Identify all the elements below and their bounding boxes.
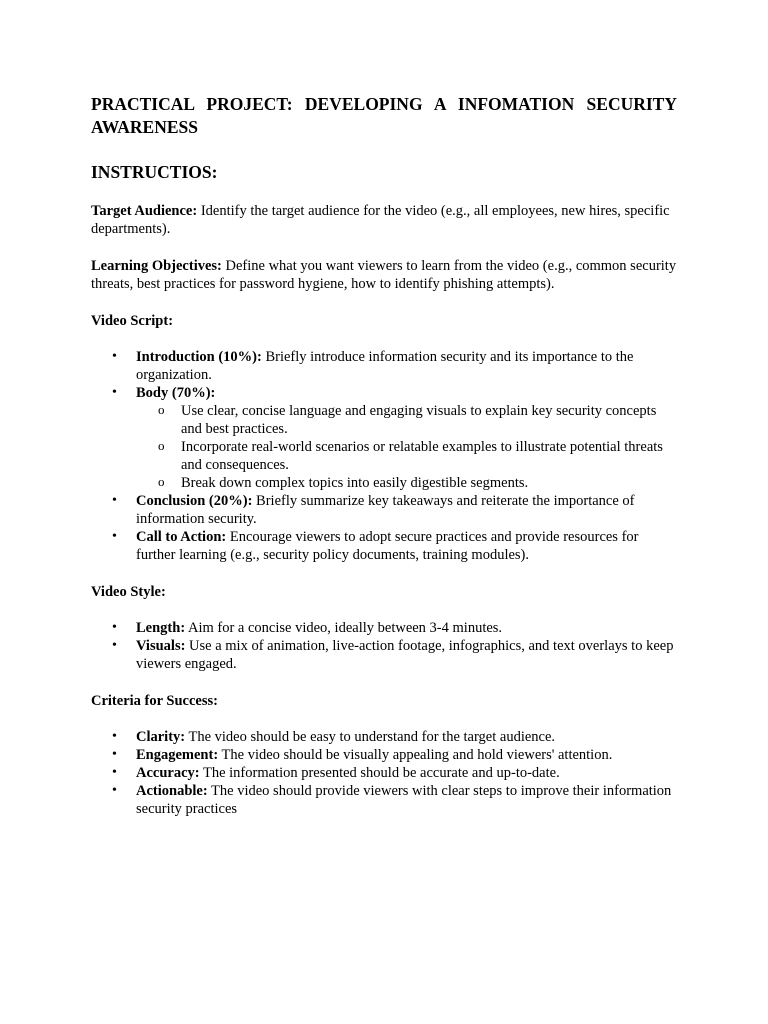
- criteria-list: [91, 728, 677, 818]
- list-item-label: Engagement:: [136, 747, 219, 763]
- list-item-label: Actionable:: [136, 783, 208, 799]
- bullet-glyph: •: [112, 765, 117, 780]
- bullet-glyph: •: [112, 620, 117, 635]
- learning-objectives-label: Learning Objectives:: [91, 258, 222, 274]
- bullet-glyph: •: [112, 349, 117, 364]
- list-item-label: Call to Action:: [136, 529, 227, 545]
- bullet-glyph: •: [112, 729, 117, 744]
- bullet-glyph: •: [112, 783, 117, 798]
- document-body: [91, 93, 677, 818]
- body-sublist: [136, 402, 677, 492]
- target-audience-paragraph: [91, 202, 677, 238]
- instructions-heading: INSTRUCTIOS:: [91, 162, 218, 182]
- list-item: [91, 492, 677, 528]
- bullet-glyph: •: [112, 747, 117, 762]
- list-item-label: Clarity:: [136, 729, 186, 745]
- sublist-item: [136, 402, 677, 438]
- target-audience-label: Target Audience:: [91, 203, 198, 219]
- list-item-text: The information presented should be accurate and up-to-date.: [199, 765, 560, 781]
- list-item: [91, 782, 677, 818]
- video-style-list: [91, 619, 677, 673]
- list-item: [91, 764, 677, 782]
- sub-bullet-glyph: o: [158, 438, 165, 453]
- video-style-heading: Video Style:: [91, 584, 166, 600]
- sublist-item-text: Break down complex topics into easily digestible segments.: [181, 475, 529, 491]
- list-item-label: Introduction (10%):: [136, 349, 262, 365]
- sublist-item-text: Use clear, concise language and engaging visuals to explain key security concepts and best practices.: [181, 403, 657, 437]
- list-item: [91, 746, 677, 764]
- document-title: [91, 93, 677, 139]
- bullet-glyph: •: [112, 638, 117, 653]
- video-script-heading: Video Script:: [91, 313, 174, 329]
- list-item-label: Accuracy:: [136, 765, 200, 781]
- learning-objectives-paragraph: [91, 257, 677, 293]
- list-item: [91, 528, 677, 564]
- video-script-list: [91, 348, 677, 564]
- list-item-label: Visuals:: [136, 638, 186, 654]
- target-audience-text: Identify the target audience for the video (e.g., all employees, new hires, specific departments).: [91, 203, 670, 237]
- list-item: [91, 637, 677, 673]
- list-item-label: Body (70%):: [136, 385, 216, 401]
- list-item-text: Aim for a concise video, ideally between 3-4 minutes.: [185, 620, 503, 636]
- list-item: [91, 384, 677, 492]
- list-item: [91, 728, 677, 746]
- criteria-heading: Criteria for Success:: [91, 693, 218, 709]
- list-item-text: The video should be visually appealing and hold viewers' attention.: [218, 747, 613, 763]
- list-item-text: Use a mix of animation, live-action footage, infographics, and text overlays to keep viewers engaged.: [136, 638, 674, 672]
- bullet-glyph: •: [112, 529, 117, 544]
- list-item-label: Length:: [136, 620, 186, 636]
- title-line-1: PRACTICAL PROJECT: DEVELOPING A INFOMATION SECURITY: [91, 94, 677, 114]
- list-item-text: Briefly introduce information security and its importance to the organization.: [136, 349, 634, 383]
- sub-bullet-glyph: o: [158, 474, 165, 489]
- bullet-glyph: •: [112, 385, 117, 400]
- list-item-text: Encourage viewers to adopt secure practices and provide resources for further learning (e.g., security policy documents, training modules).: [136, 529, 639, 563]
- learning-objectives-text: Define what you want viewers to learn from the video (e.g., common security threats, best practices for password hygiene, how to identify phishing attempts).: [91, 258, 677, 292]
- list-item-text: The video should be easy to understand for the target audience.: [185, 729, 556, 745]
- list-item-label: Conclusion (20%):: [136, 493, 253, 509]
- list-item: [91, 348, 677, 384]
- sublist-item-text: Incorporate real-world scenarios or relatable examples to illustrate potential threats and consequences.: [181, 439, 663, 473]
- sub-bullet-glyph: o: [158, 402, 165, 417]
- list-item-text: Briefly summarize key takeaways and reiterate the importance of information security.: [136, 493, 635, 527]
- sublist-item: [136, 474, 677, 492]
- list-item-text: The video should provide viewers with clear steps to improve their information security practices: [136, 783, 672, 817]
- bullet-glyph: •: [112, 493, 117, 508]
- title-line-2: AWARENESS: [91, 117, 198, 137]
- sublist-item: [136, 438, 677, 474]
- list-item: [91, 619, 677, 637]
